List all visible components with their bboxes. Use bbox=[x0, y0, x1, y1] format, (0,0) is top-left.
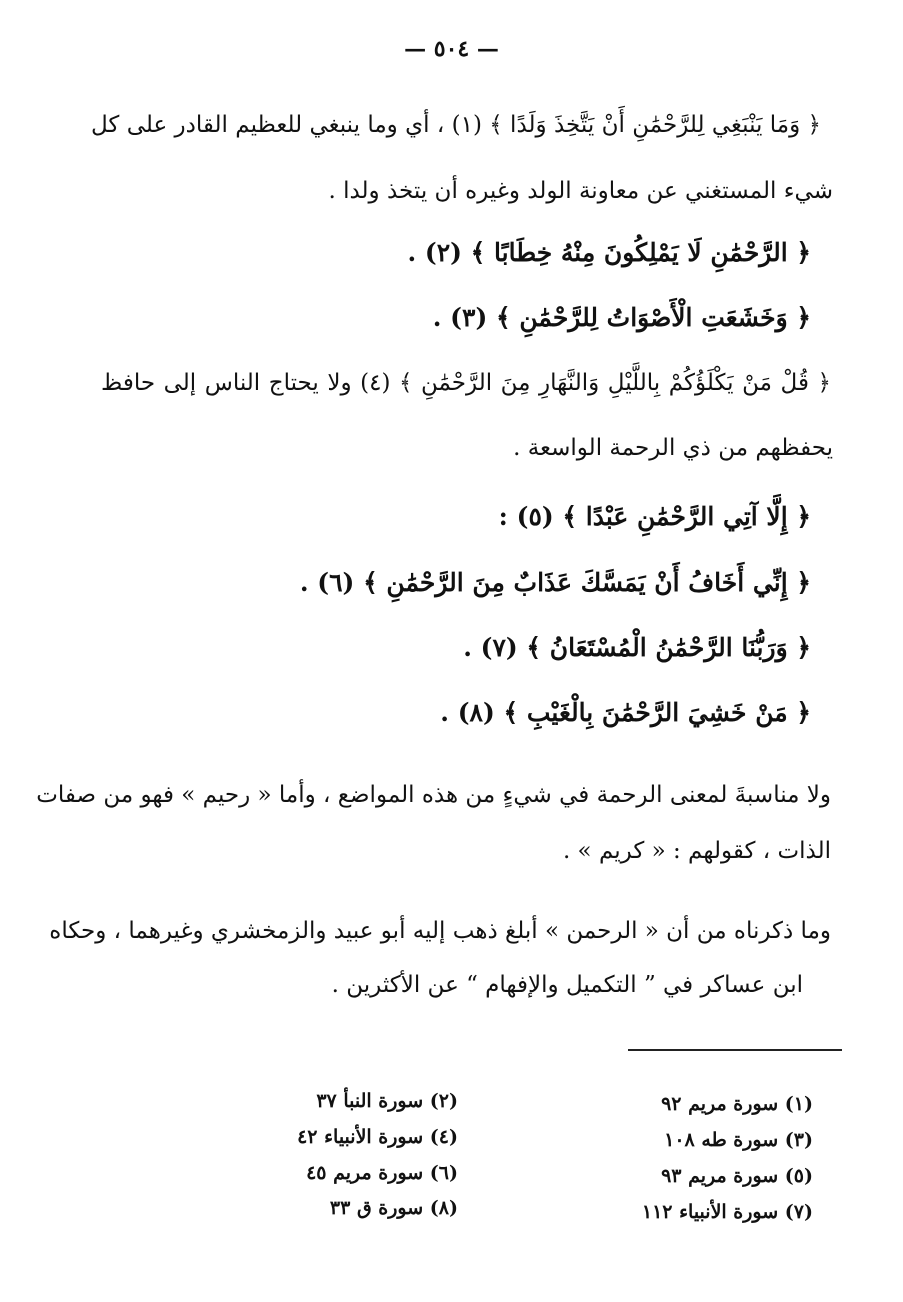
verse-3: ﴿ وَخَشَعَتِ الْأَصْوَاتُ لِلرَّحْمَٰنِ ﴾ (٣) . bbox=[432, 303, 811, 332]
footnote-separator bbox=[628, 1049, 842, 1051]
footnote-7: (٧) سورة الأنبياء ١١٢ bbox=[641, 1201, 813, 1223]
paragraph-10-line-2: ابن عساكر في ” التكميل والإفهام “ عن الأكثرين . bbox=[331, 972, 803, 998]
footnote-2: (٢) سورة النبأ ٣٧ bbox=[316, 1090, 458, 1112]
footnote-1: (١) سورة مريم ٩٢ bbox=[661, 1093, 813, 1115]
footnote-3: (٣) سورة طه ١٠٨ bbox=[664, 1129, 813, 1151]
paragraph-4-line-1: ﴿ قُلْ مَنْ يَكْلَؤُكُمْ بِاللَّيْلِ وَالنَّهَارِ مِنَ الرَّحْمَٰنِ ﴾ (٤) ولا يحتاج الناس إلى حافظ bbox=[101, 370, 831, 396]
page-number: — ٥٠٤ — bbox=[404, 36, 499, 62]
paragraph-1-line-2: شيء المستغني عن معاونة الولد وغيره أن يتخذ ولدا . bbox=[328, 178, 833, 204]
verse-2: ﴿ الرَّحْمَٰنِ لَا يَمْلِكُونَ مِنْهُ خِطَابًا ﴾ (٢) . bbox=[407, 238, 811, 267]
footnote-8: (٨) سورة ق ٣٣ bbox=[329, 1197, 458, 1219]
paragraph-1-line-1: ﴿ وَمَا يَنْبَغِي لِلرَّحْمَٰنِ أَنْ يَتَّخِذَ وَلَدًا ﴾ (١) ، أي وما ينبغي للعظيم القادر على كل bbox=[91, 112, 822, 138]
paragraph-9-line-2: الذات ، كقولهم : « كريم » . bbox=[562, 838, 831, 864]
verse-5: ﴿ إِلَّا آتِي الرَّحْمَٰنِ عَبْدًا ﴾ (٥) : bbox=[498, 502, 811, 531]
verse-6: ﴿ إِنِّي أَخَافُ أَنْ يَمَسَّكَ عَذَابٌ مِنَ الرَّحْمَٰنِ ﴾ (٦) . bbox=[299, 568, 811, 597]
footnote-4: (٤) سورة الأنبياء ٤٢ bbox=[297, 1126, 458, 1148]
verse-7: ﴿ وَرَبُّنَا الرَّحْمَٰنُ الْمُسْتَعَانُ ﴾ (٧) . bbox=[463, 633, 811, 662]
paragraph-10-line-1: وما ذكرناه من أن « الرحمن » أبلغ ذهب إليه أبو عبيد والزمخشري وغيرهما ، وحكاه bbox=[49, 918, 831, 944]
verse-8: ﴿ مَنْ خَشِيَ الرَّحْمَٰنَ بِالْغَيْبِ ﴾ (٨) . bbox=[440, 698, 811, 727]
footnote-5: (٥) سورة مريم ٩٣ bbox=[661, 1165, 813, 1187]
paragraph-4-line-2: يحفظهم من ذي الرحمة الواسعة . bbox=[513, 435, 833, 461]
footnote-6: (٦) سورة مريم ٤٥ bbox=[306, 1162, 458, 1184]
paragraph-9-line-1: ولا مناسبةَ لمعنى الرحمة في شيءٍ من هذه المواضع ، وأما « رحيم » فهو من صفات bbox=[36, 782, 831, 808]
